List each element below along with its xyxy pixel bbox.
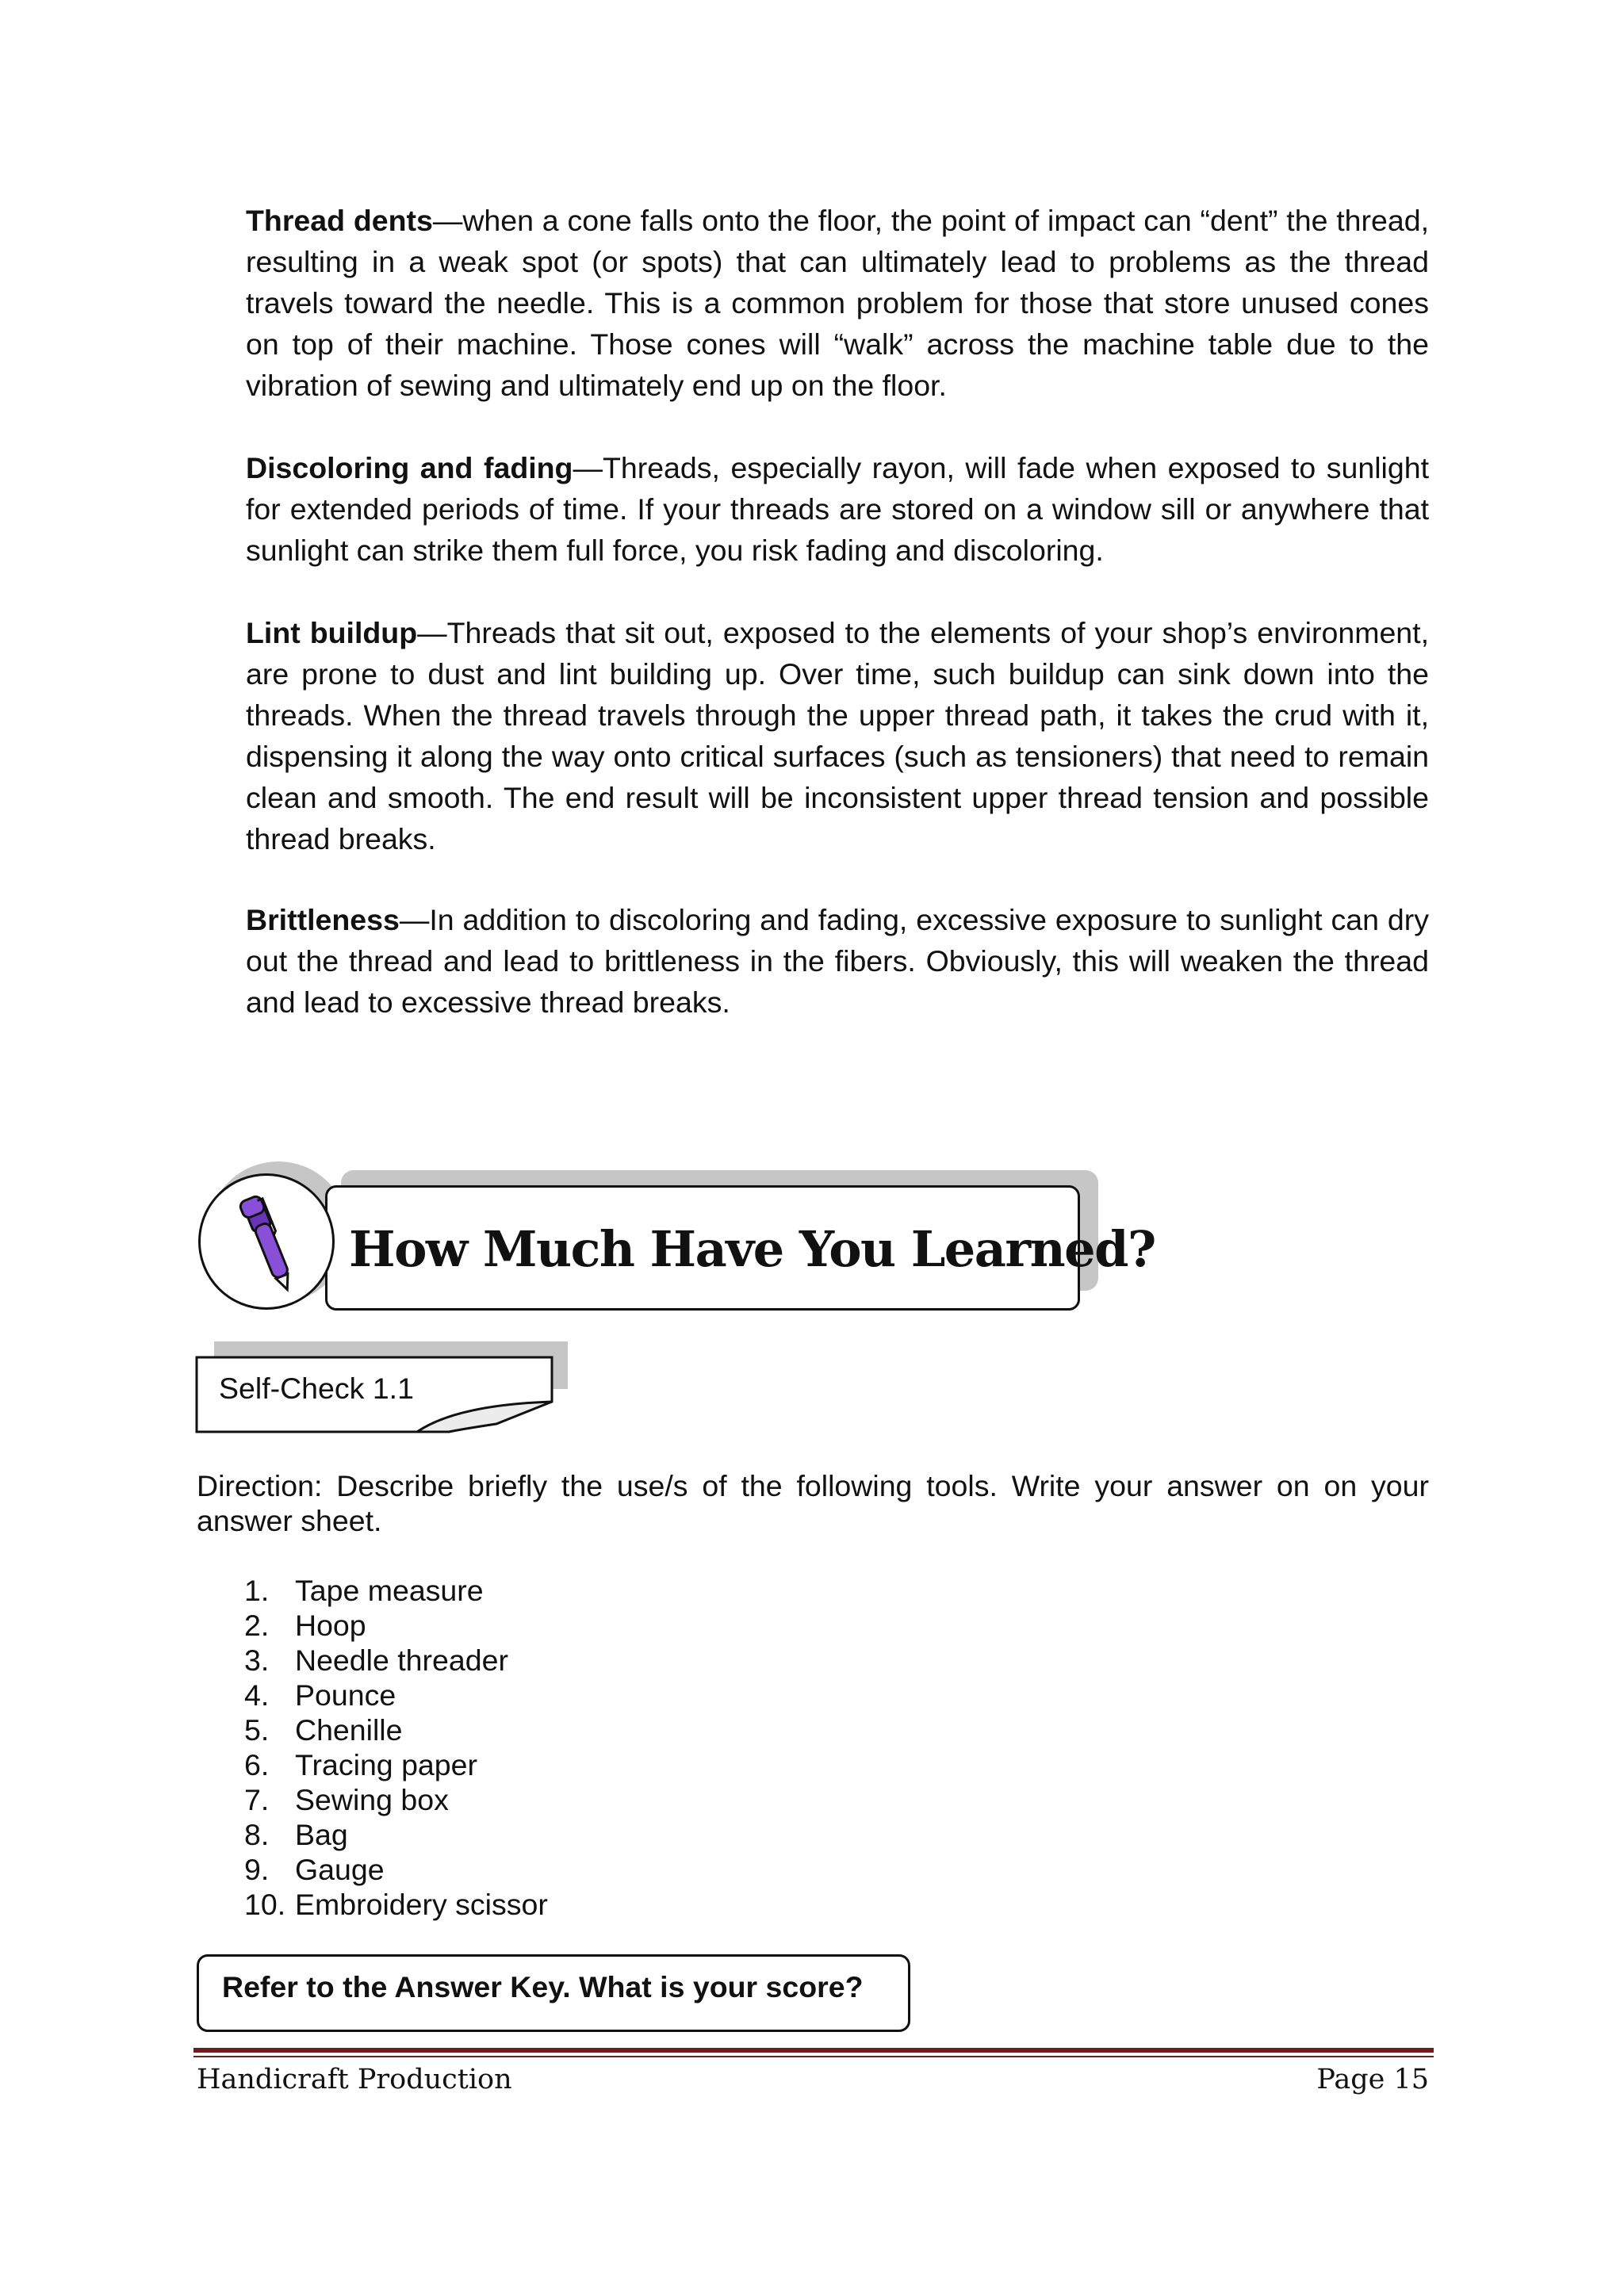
list-item [244,1887,958,1922]
answer-key-prompt: Refer to the Answer Key. What is your score? [222,1970,864,2003]
item-number: 10. [244,1888,286,1921]
item-number: 4. [244,1678,270,1712]
term-label: Thread dents [246,204,433,237]
item-text: Pounce [295,1678,396,1712]
paragraph-discoloring [246,447,1429,571]
item-text: Gauge [295,1853,385,1886]
paragraph-body: —when a cone falls onto the floor, the point of impact can “dent” the thread, resulting in a weak spot (or spots) that can ultimately lead to problems as the thread travels toward the needle. This is a common problem for those that store unused cones on top of their machine. Those cones will “walk” across the machine table due to the vibration of sewing and ultimately end up on the floor. [246,204,1429,402]
item-text: Bag [295,1818,348,1851]
item-number: 5. [244,1713,270,1747]
tools-list [244,1573,958,1922]
footer-rule-thin [193,2056,1434,2057]
item-text: Hoop [295,1609,366,1642]
list-item [244,1643,958,1678]
self-check-label: Self-Check 1.1 [219,1372,414,1405]
term-label: Discoloring and fading [246,451,573,484]
direction-text: Direction: Describe briefly the use/s of the following tools. Write your answer on on your answer sheet. [197,1469,1429,1537]
item-number: 7. [244,1783,270,1816]
item-text: Chenille [295,1713,403,1747]
item-number: 9. [244,1853,270,1886]
list-item [244,1678,958,1712]
item-text: Sewing box [295,1783,449,1816]
paragraph-body: —Threads, especially rayon, will fade when exposed to sunlight for extended periods of time. If your threads are stored on a window sill or anywhere that sunlight can strike them full force, you risk fading and discoloring. [246,451,1429,567]
paragraph-lint-buildup [246,612,1429,859]
list-item [244,1782,958,1817]
page-number: Page 15 [1316,2064,1429,2095]
list-item [244,1573,958,1608]
paragraph-thread-dents [246,200,1429,406]
term-label: Brittleness [246,903,400,936]
section-title: How Much Have You Learned? [349,1220,1155,1278]
pen-icon [198,1173,335,1310]
item-number: 2. [244,1609,270,1642]
footer-title: Handicraft Production [197,2064,512,2095]
footer-rule [193,2048,1434,2053]
paragraph-body: —In addition to discoloring and fading, excessive exposure to sunlight can dry out the thread and lead to brittleness in the fibers. Obviously, this will weaken the thread and lead to excessive thread breaks. [246,903,1429,1019]
term-label: Lint buildup [246,616,418,649]
item-number: 3. [244,1644,270,1677]
list-item [244,1747,958,1782]
paragraph-brittleness [246,899,1429,1023]
item-number: 8. [244,1818,270,1851]
item-text: Needle threader [295,1644,508,1677]
item-number: 1. [244,1574,270,1607]
list-item [244,1712,958,1747]
item-text: Tracing paper [295,1748,477,1781]
list-item [244,1608,958,1643]
item-number: 6. [244,1748,270,1781]
paragraph-body: —Threads that sit out, exposed to the elements of your shop’s environment, are prone to dust and lint building up. Over time, such buildup can sink down into the threads. When the thread travels through the upper thread path, it takes the crud with it, dispensing it along the way onto critical surfaces (such as tensioners) that need to remain clean and smooth. The end result will be inconsistent upper thread tension and possible thread breaks. [246,616,1429,855]
item-text: Embroidery scissor [295,1888,548,1921]
item-text: Tape measure [295,1574,484,1607]
list-item [244,1852,958,1887]
list-item [244,1817,958,1852]
